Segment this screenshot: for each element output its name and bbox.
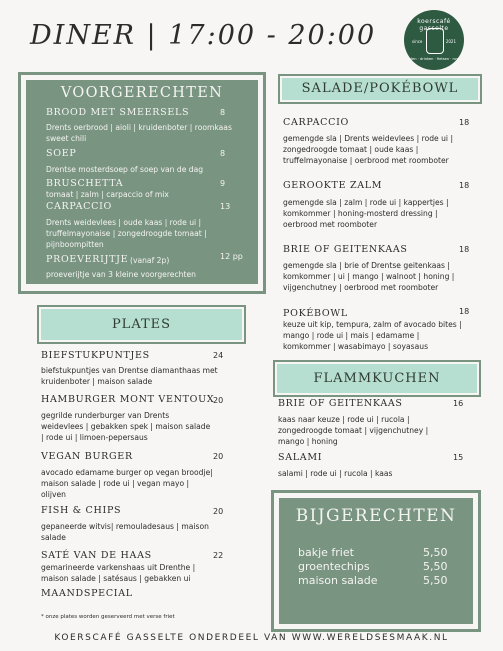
salade-header: SALADE/POKÉBOWL (282, 78, 478, 100)
dish-name: SOEP (46, 148, 77, 159)
dish-name: HAMBURGER MONT VENTOUX (41, 394, 215, 405)
dish-price: 13 (220, 202, 231, 211)
dish-price: 15 (453, 453, 464, 462)
dish-price: 22 (213, 551, 224, 560)
dish-name: SATÉ VAN DE HAAS (41, 550, 152, 561)
dish-name: POKÉBOWL (283, 308, 348, 319)
dish-price: 16 (453, 399, 464, 408)
dish-price: 20 (213, 452, 224, 461)
dish-desc: gepaneerde witvis| remouladesaus | maison salade (41, 522, 209, 542)
dish-desc: gemarineerde varkenshaas uit Drenthe | maison salade | satésaus | gebakken ui (41, 563, 196, 583)
side-name: maison salade (298, 574, 378, 587)
side-name: bakje friet (298, 546, 354, 559)
dish-desc: gemengde sla | zalm | rode ui | kappertjes | komkommer | honing-mosterd dressing | oerbrood met roomboter (283, 198, 449, 229)
side-name: groentechips (298, 560, 370, 573)
dish-name-suffix: (vanaf 2p) (130, 256, 170, 265)
dish-name: PROEVERIJTJE (46, 254, 129, 265)
dish-name: CARPACCIO (46, 201, 113, 212)
dish-price: 18 (459, 307, 470, 316)
dish-desc: biefstukpuntjes van Drentse diamanthaas met kruidenboter | maison salade (41, 366, 218, 386)
logo (404, 10, 464, 70)
dish-name: BRIE OF GEITENKAAS (278, 398, 403, 409)
side-price: 5,50 (423, 560, 448, 573)
dish-price: 18 (459, 245, 470, 254)
dish-price: 9 (220, 179, 226, 188)
dish-desc: gemengde sla | brie of Drentse geitenkaas | komkommer | ui | mango | walnoot | honing | vijgenchutney | oerbrood met roomboter (283, 261, 455, 292)
dish-name: SALAMI (278, 452, 323, 463)
page-title: DINER | 17:00 - 20:00 (30, 20, 377, 51)
dish-price: 18 (459, 181, 470, 190)
logo-name: koerscafé gasselte (417, 18, 451, 32)
dish-desc: gegrilde runderburger van Drents weidevlees | gebakken spek | maison salade | rode ui | limoen-pepersaus (41, 411, 211, 442)
logo-since: since (412, 39, 423, 44)
dish-name: GEROOKTE ZALM (283, 180, 383, 191)
dish-desc: proeverijtje van 3 kleine voorgerechten (46, 270, 196, 279)
footer: KOERSCAFÉ GASSELTE ONDERDEEL VAN WWW.WERELDSESMAAK.NL (54, 633, 449, 643)
logo-year: 2021 (445, 39, 456, 44)
dish-name: BIEFSTUKPUNTJES (41, 350, 150, 361)
dish-price: 8 (220, 108, 226, 117)
side-price: 5,50 (423, 546, 448, 559)
dish-price: 20 (213, 396, 224, 405)
voorgerechten-title: VOORGERECHTEN (60, 85, 224, 101)
dish-desc: salami | rode ui | rucola | kaas (278, 469, 393, 478)
dish-name: BRIE OF GEITENKAAS (283, 244, 408, 255)
dish-desc: gemengde sla | Drents weidevlees | rode ui | zongedroogde tomaat | oude kaas | truffelmayonaise | oerbrood met roomboter (283, 134, 454, 165)
dish-name: CARPACCIO (283, 117, 350, 128)
bijgerechten-panel (279, 498, 473, 624)
voorgerechten-panel (26, 80, 258, 284)
dish-desc: Drents oerbrood | aioli | kruidenboter | roomkaas sweet chili (46, 123, 232, 143)
dish-name: BRUSCHETTA (46, 178, 124, 189)
dish-desc: Drentse mosterdsoep of soep van de dag (46, 165, 204, 174)
bijgerechten-title: BIJGERECHTEN (295, 506, 457, 526)
bike-icon (426, 28, 444, 54)
dish-name: FISH & CHIPS (41, 505, 122, 516)
dish-name: VEGAN BURGER (41, 451, 133, 462)
dish-desc: tomaat | zalm | carpaccio of mix (46, 190, 169, 199)
dish-desc: kaas naar keuze | rode ui | rucola | zongedroogde tomaat | vijgenchutney | mango | honing (278, 415, 429, 446)
dish-desc: Drents weidevlees | oude kaas | rode ui | truffelmayonaise | zongedroogde tomaat | pijnboompitten (46, 218, 207, 249)
dish-desc: avocado edamame burger op vegan broodje| maison salade | rode ui | vegan mayo | olijven (41, 468, 213, 499)
dish-price: 12 pp (220, 252, 243, 261)
dish-name: MAANDSPECIAL (41, 588, 133, 599)
plates-header: PLATES (41, 309, 242, 340)
dish-price: 18 (459, 118, 470, 127)
dish-price: 8 (220, 149, 226, 158)
dish-price: 24 (213, 351, 224, 360)
dish-price: 20 (213, 507, 224, 516)
flammkuchen-header: FLAMMKUCHEN (277, 364, 477, 393)
logo-tagline: eten · drinken · fietsen · rust (408, 57, 460, 61)
side-price: 5,50 (423, 574, 448, 587)
dish-desc: keuze uit kip, tempura, zalm of avocado bites | mango | rode ui | mais | edamame | komkommer | wasabimayo | soyasaus (283, 320, 462, 351)
dish-name: BROOD MET SMEERSELS (46, 107, 190, 118)
plates-note: * onze plates worden geserveerd met verse friet (41, 614, 175, 620)
